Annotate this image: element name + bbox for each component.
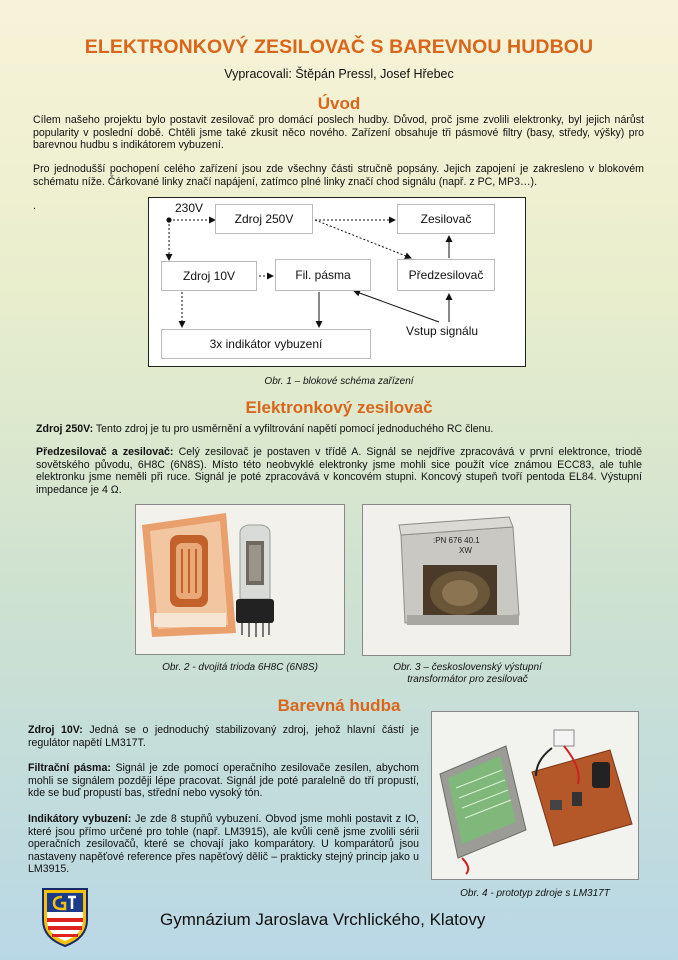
music-p3-text: Je zde 8 stupňů vybuzení. Obvod jsme mohli postavit z IO, které jsou přímo určené pro tohle (např. LM3915), ale kvůli ceně jsme zvolili sérii operačních zesilovačů, které se chovají jako komparátory. U komparátorů jsou nastaveny napěťové reference přes napěťový dělič – prakticky stejný princip jako u LM3915.: [28, 813, 419, 876]
intro-dot: .: [33, 200, 36, 212]
figure-1-caption: Obr. 1 – blokové schéma zařízení: [264, 376, 414, 387]
photo-triode-6h8c: [135, 504, 345, 655]
music-paragraph-filtracni-pasma: [28, 762, 419, 800]
music-paragraph-zdroj-10v: [28, 724, 419, 749]
block-zdroj-10v: Zdroj 10V: [161, 261, 257, 291]
music-p2-text: Signál je zde pomocí operačního zesilovače zesílen, abychom mohli se signálem později lépe pracovat. Signál jde poté paralelně do tří propustí, kde se buď propustí bas, střední nebo vysoký tón.: [28, 762, 420, 800]
prototype-illustration: [432, 712, 639, 880]
label-230v: 230V: [175, 201, 204, 215]
poster-title: ELEKTRONKOVÝ ZESILOVAČ S BAREVNOU HUDBOU: [84, 36, 594, 58]
photo-prototype-lm317t: [431, 711, 639, 880]
transformer-label-line1: :PN 676 40.1: [433, 536, 480, 545]
amp-paragraph-predzesilovac: [36, 446, 642, 496]
heading-colour-music: Barevná hudba: [277, 696, 401, 715]
heading-amplifier: Elektronkový zesilovač: [245, 398, 433, 417]
transformer-label-line2: XW: [459, 546, 472, 555]
music-p1-label: Zdroj 10V:: [28, 724, 83, 736]
transformer-illustration: [363, 505, 571, 656]
intro-paragraph-2: Pro jednodušší pochopení celého zařízení jsou zde všechny části stručně popsány. Jejich zapojení je zakresleno v blokovém schématu níže. Čárkované linky značí napájení, zatímco plné linky značí chod signálu (např. z PC, MP3…).: [33, 163, 644, 188]
amp-p2-label: Předzesilovač a zesilovač:: [36, 446, 174, 458]
footer-school-name: Gymnázium Jaroslava Vrchlického, Klatovy: [160, 910, 486, 929]
school-logo: [40, 886, 90, 948]
amp-p1-label: Zdroj 250V:: [36, 423, 94, 435]
intro-paragraph-1: Cílem našeho projektu bylo postavit zesilovač pro domácí poslech hudby. Důvod, proč jsme zvolili elektronky, byl jejich nárůst popularity v poslední době. Chtěli jsme také zkusit něco nového. Zařízení obsahuje tři pásmové filtry (basy, středy, výšky) pro barevnou hudbu s indikátorem vybuzení.: [33, 114, 644, 152]
figure-3-caption-line2: transformátor pro zesilovač: [407, 674, 528, 685]
music-paragraph-indikatory: [28, 813, 419, 876]
block-zesilovac: Zesilovač: [397, 204, 495, 234]
photo-output-transformer: [362, 504, 571, 656]
block-zdroj-250v: Zdroj 250V: [215, 204, 313, 234]
block-predzesilovac: Předzesilovač: [397, 259, 495, 291]
figure-2-caption: Obr. 2 - dvojitá trioda 6H8C (6N8S): [162, 662, 318, 673]
amp-p1-text: Tento zdroj je tu pro usměrnění a vyfiltrování napětí pomocí jednoduchého RC členu.: [93, 423, 494, 435]
block-indikator-vybuzeni: 3x indikátor vybuzení: [161, 329, 371, 359]
figure-3-caption: [350, 662, 585, 686]
amp-p2-text: Celý zesilovač je postaven v třídě A. Signál se nejdříve zpracovává v první elektronce, triodě sovětského původu, 6H8C (6N8S). Místo této neobvyklé elektronky jsme mohli sice použít více známou ECC83, ale tuhle elektronku jsme neměli při ruce. Signál je poté zpracovává v koncovém stupni. Koncový stupeň tvoří pentoda EL84. Výstupní impedance je 4 Ω.: [36, 446, 642, 496]
music-p3-label: Indikátory vybuzení:: [28, 813, 132, 825]
authors: Vypracovali: Štěpán Pressl, Josef Hřebec: [224, 67, 454, 81]
school-crest-icon: [40, 886, 90, 948]
label-vstup-signalu: Vstup signálu: [406, 324, 479, 338]
music-p1-text: Jedná se o jednoduchý stabilizovaný zdroj, jehož hlavní částí je regulátor napětí LM317T.: [28, 724, 419, 749]
block-diagram: [148, 197, 526, 367]
triode-illustration: [136, 505, 345, 655]
amp-paragraph-zdroj-250v: [36, 423, 642, 436]
music-p2-label: Filtrační pásma:: [28, 762, 111, 774]
figure-4-caption: Obr. 4 - prototyp zdroje s LM317T: [460, 888, 610, 899]
block-fil-pasma: Fil. pásma: [275, 259, 371, 291]
figure-3-caption-line1: Obr. 3 – československý výstupní: [393, 662, 542, 673]
heading-intro: Úvod: [317, 94, 361, 113]
